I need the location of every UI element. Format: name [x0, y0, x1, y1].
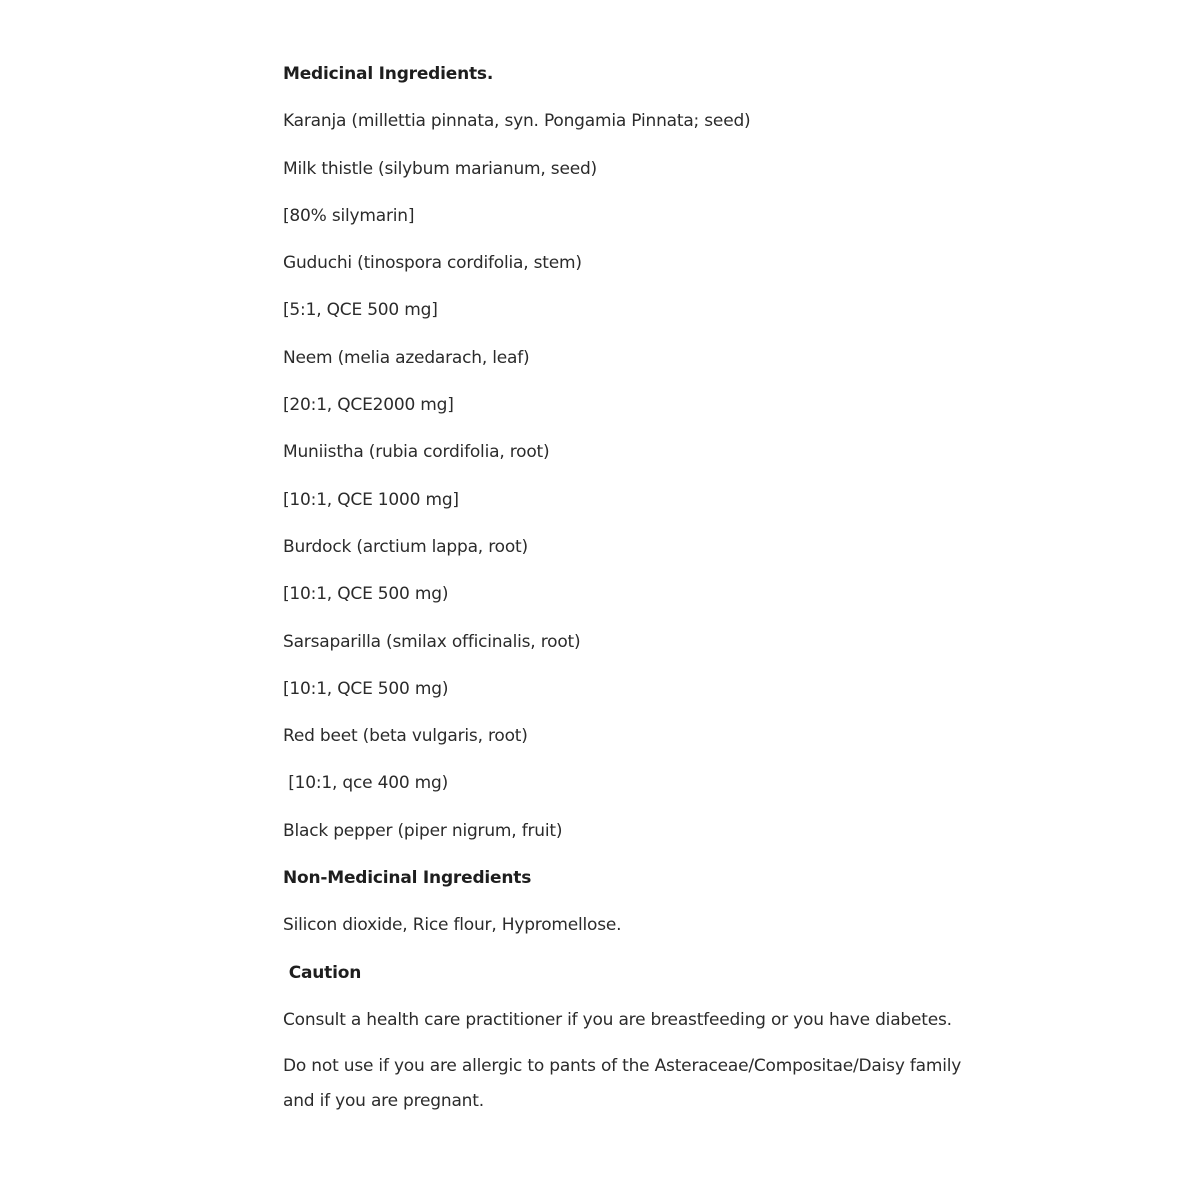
- ingredient-line: [5:1, QCE 500 mg]: [283, 300, 438, 321]
- medicinal-ingredients-list: [283, 109, 983, 842]
- non-medicinal-ingredients-heading: Non-Medicinal Ingredients: [283, 868, 532, 889]
- ingredient-line: Neem (melia azedarach, leaf): [283, 347, 530, 368]
- ingredient-line: Milk thistle (silybum marianum, seed): [283, 158, 597, 179]
- ingredients-content: [283, 62, 983, 1119]
- ingredient-line: Karanja (millettia pinnata, syn. Pongamia Pinnata; seed): [283, 111, 751, 132]
- caution-heading: Caution: [283, 962, 362, 983]
- ingredient-line: [10:1, QCE 500 mg): [283, 678, 449, 699]
- ingredient-line: Sarsaparilla (smilax officinalis, root): [283, 631, 581, 652]
- non-medicinal-ingredients-text: Silicon dioxide, Rice flour, Hypromellose.: [283, 915, 622, 936]
- ingredient-line: Muniistha (rubia cordifolia, root): [283, 442, 550, 463]
- medicinal-ingredients-heading: Medicinal Ingredients.: [283, 64, 494, 84]
- ingredient-line: Guduchi (tinospora cordifolia, stem): [283, 253, 582, 274]
- ingredient-line: [10:1, qce 400 mg): [283, 773, 449, 794]
- ingredient-line: Red beet (beta vulgaris, root): [283, 726, 528, 747]
- ingredient-line: [20:1, QCE2000 mg]: [283, 395, 454, 416]
- ingredient-line: [10:1, QCE 500 mg): [283, 584, 449, 605]
- caution-text-breastfeeding: Consult a health care practitioner if you are breastfeeding or you have diabetes.: [283, 1009, 952, 1030]
- ingredient-line: Black pepper (piper nigrum, fruit): [283, 820, 563, 841]
- ingredient-line: Burdock (arctium lappa, root): [283, 536, 528, 557]
- ingredient-line: [80% silymarin]: [283, 205, 415, 226]
- caution-text-allergy: Do not use if you are allergic to pants of the Asteraceae/Compositae/Daisy family and if you are pregnant.: [283, 1056, 962, 1112]
- ingredient-line: [10:1, QCE 1000 mg]: [283, 489, 459, 510]
